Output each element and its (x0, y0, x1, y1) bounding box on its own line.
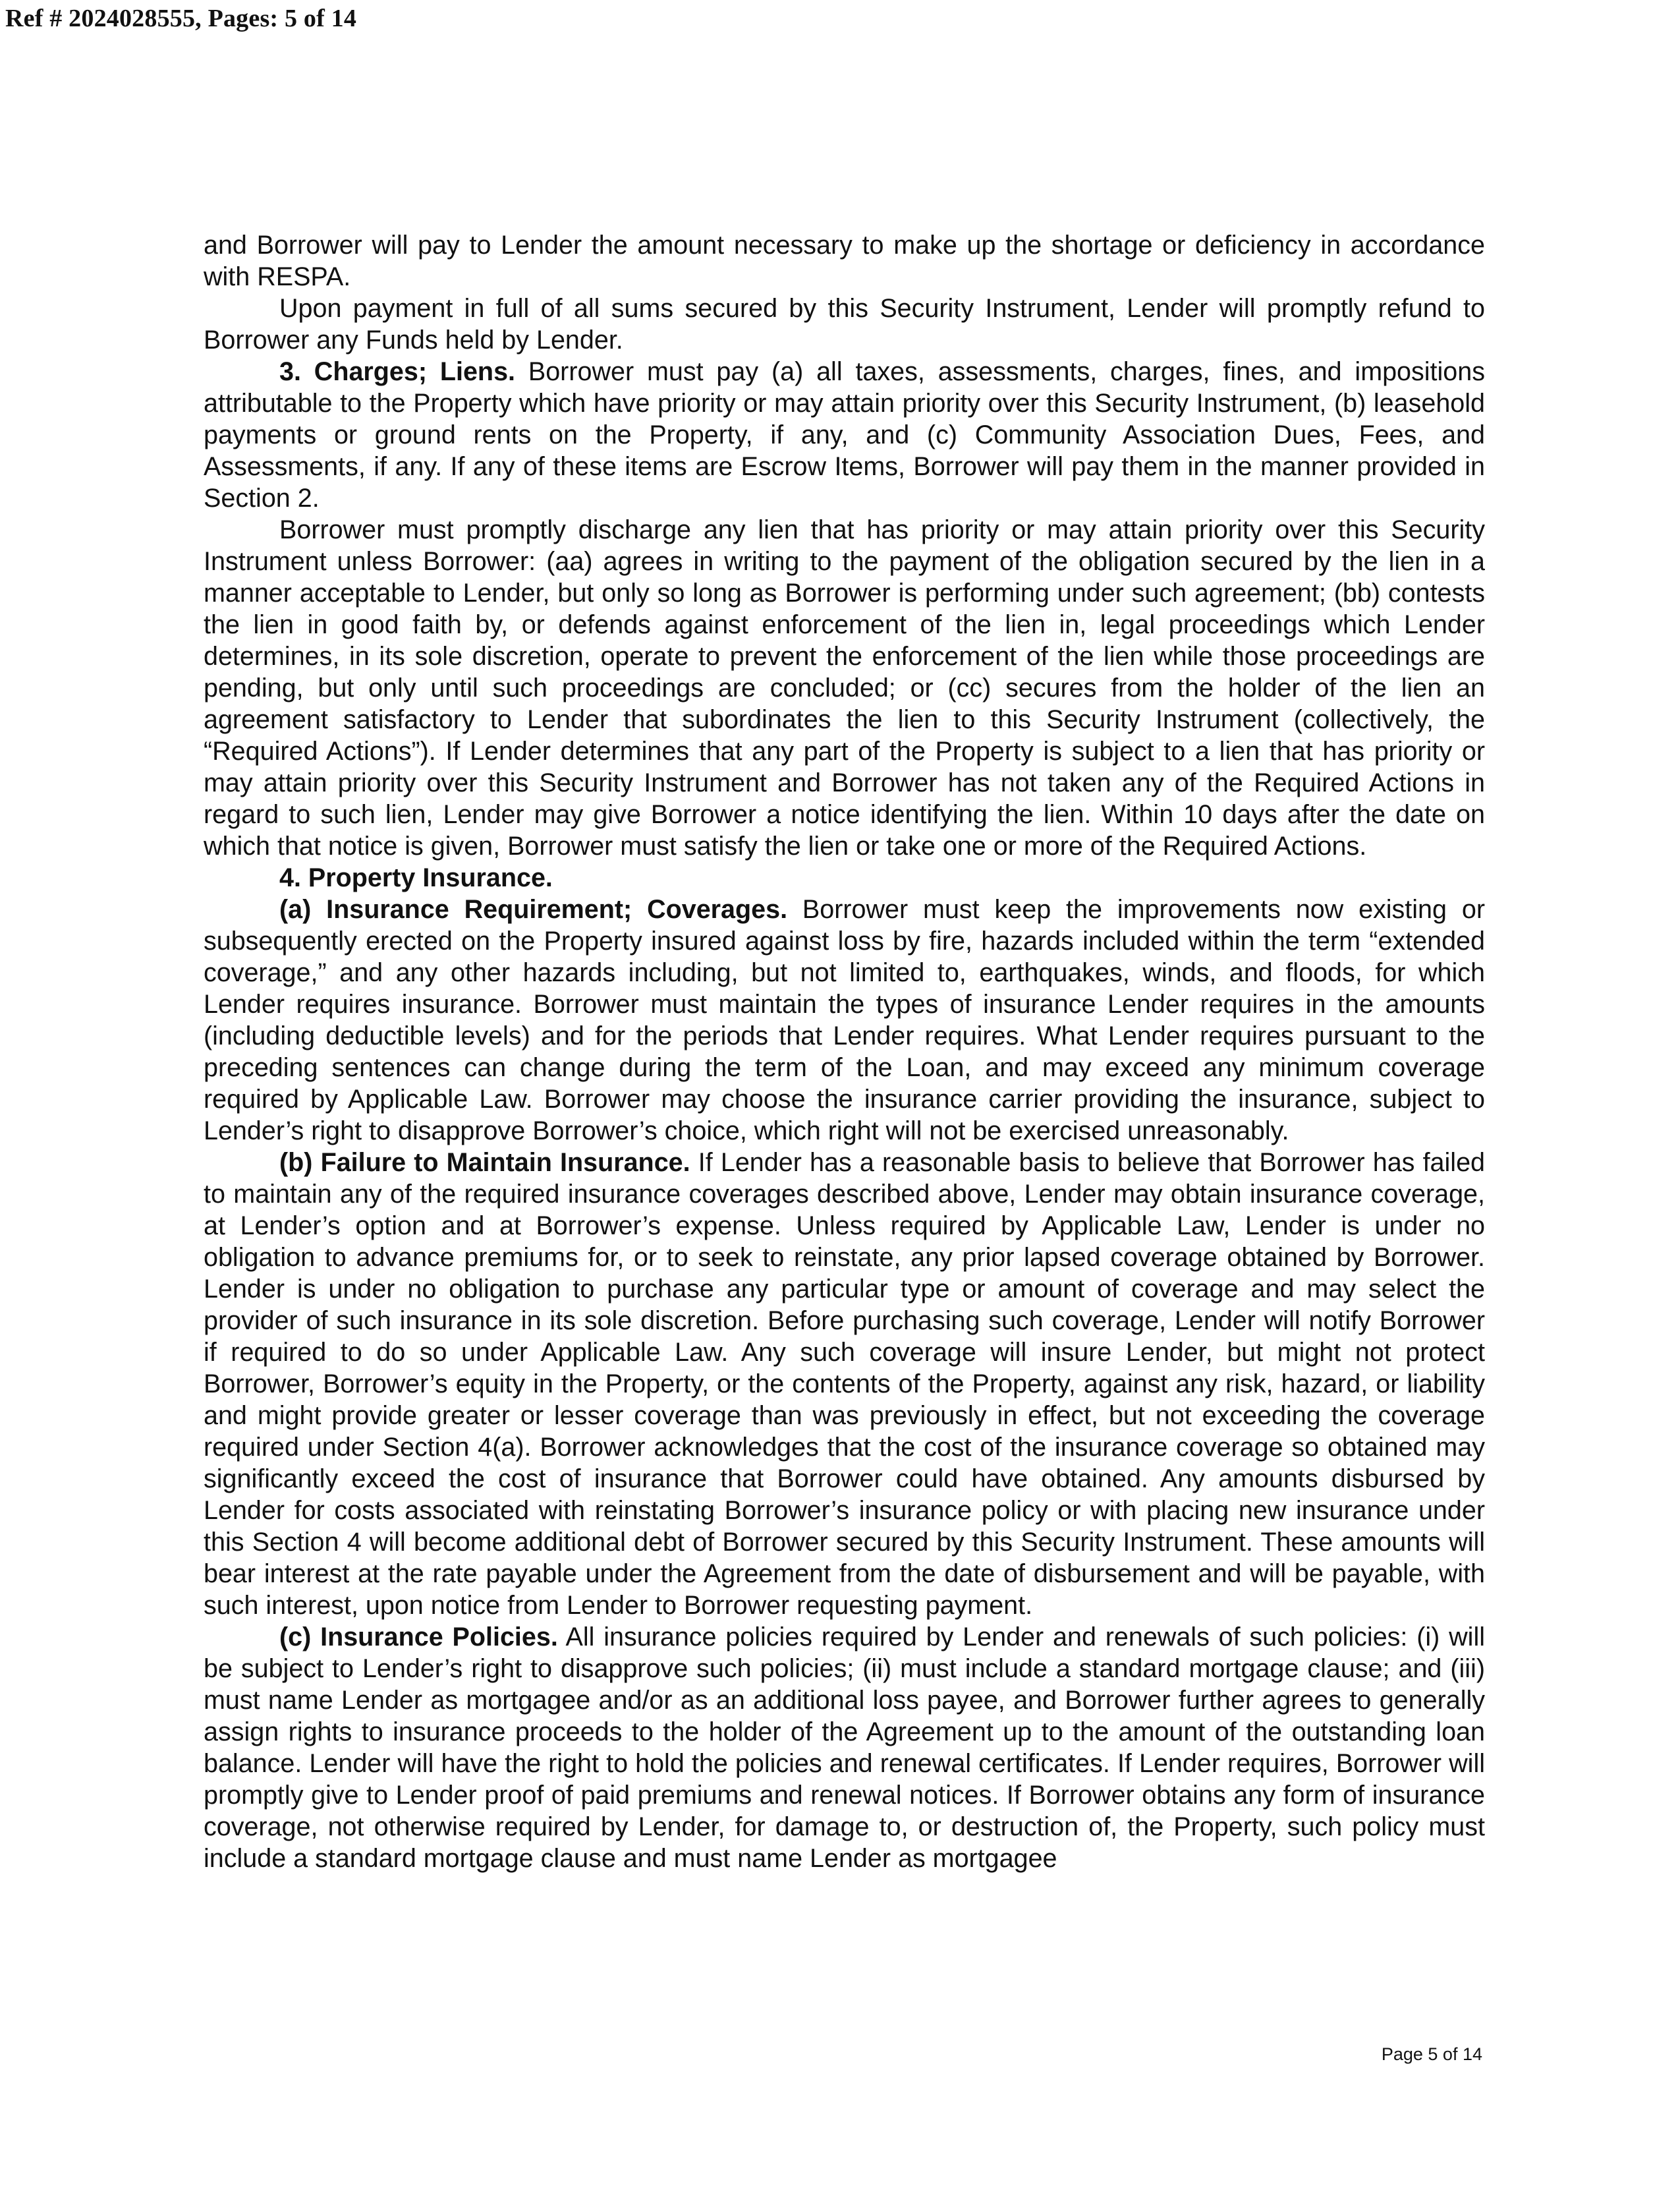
paragraph-text: All insurance policies required by Lender and renewals of such policies: (i) will be subject to Lender’s right to disapprove such policies; (ii) must include a standard mortgage clause; and (iii) must name Lender as mortgagee and/or as an additional loss payee, and Borrower further agrees to generally assign rights to insurance proceeds to the holder of the Agreement up to the amount of the outstanding loan balance. Lender will have the right to hold the policies and renewal certificates. If Lender requires, Borrower will promptly give to Lender proof of paid premiums and renewal notices. If Borrower obtains any form of insurance coverage, not otherwise required by Lender, for damage to, or destruction of, the Property, such policy must include a standard mortgage clause and must name Lender as mortgagee (204, 1622, 1485, 1873)
paragraph-text: and Borrower will pay to Lender the amount necessary to make up the shortage or deficiency in accordance with RESPA. (204, 231, 1485, 291)
document-reference-header: Ref # 2024028555, Pages: 5 of 14 (5, 5, 357, 32)
paragraph-text: Borrower must keep the improvements now existing or subsequently erected on the Property insured against loss by fire, hazards included within the term “extended coverage,” and any other hazards including, but not limited to, earthquakes, winds, and floods, for which Lender requires insurance. Borrower must maintain the types of insurance Lender requires in the amounts (including deductible levels) and for the periods that Lender requires. What Lender requires pursuant to the preceding sentences can change during the term of the Loan, and may exceed any minimum coverage required by Applicable Law. Borrower may choose the insurance carrier providing the insurance, subject to Lender’s right to disapprove Borrower’s choice, which right will not be exercised unreasonably. (204, 895, 1485, 1145)
paragraph-lien-discharge (204, 514, 1485, 862)
section-4c-insurance-policies (204, 1621, 1485, 1874)
section-4-property-insurance (204, 862, 1485, 894)
paragraph-continuation (204, 229, 1485, 293)
section-3-charges-liens (204, 356, 1485, 514)
paragraph-text: Upon payment in full of all sums secured by this Security Instrument, Lender will promptly refund to Borrower any Funds held by Lender. (204, 294, 1485, 355)
section-heading: (b) Failure to Maintain Insurance. (279, 1148, 690, 1177)
paragraph-refund (204, 293, 1485, 356)
section-heading: (a) Insurance Requirement; Coverages. (279, 895, 788, 924)
page-number-footer: Page 5 of 14 (1381, 2044, 1482, 2064)
paragraph-text: If Lender has a reasonable basis to believe that Borrower has failed to maintain any of the required insurance coverages described above, Lender may obtain insurance coverage, at Lender’s option and at Borrower’s expense. Unless required by Applicable Law, Lender is under no obligation to advance premiums for, or to seek to reinstate, any prior lapsed coverage obtained by Borrower. Lender is under no obligation to purchase any particular type or amount of coverage and may select the provider of such insurance in its sole discretion. Before purchasing such coverage, Lender will notify Borrower if required to do so under Applicable Law. Any such coverage will insure Lender, but might not protect Borrower, Borrower’s equity in the Property, or the contents of the Property, against any risk, hazard, or liability and might provide greater or lesser coverage than was previously in effect, but not exceeding the coverage required under Section 4(a). Borrower acknowledges that the cost of the insurance coverage so obtained may significantly exceed the cost of insurance that Borrower could have obtained. Any amounts disbursed by Lender for costs associated with reinstating Borrower’s insurance policy or with placing new insurance under this Section 4 will become additional debt of Borrower secured by this Security Instrument. These amounts will bear interest at the rate payable under the Agreement from the date of disbursement and will be payable, with such interest, upon notice from Lender to Borrower requesting payment. (204, 1148, 1486, 1620)
section-4a-insurance-requirement (204, 894, 1485, 1147)
section-heading: 3. Charges; Liens. (279, 357, 516, 386)
paragraph-text: Borrower must pay (a) all taxes, assessments, charges, fines, and impositions attributable to the Property which have priority or may attain priority over this Security Instrument, (b) leasehold payments or ground rents on the Property, if any, and (c) Community Association Dues, Fees, and Assessments, if any. If any of these items are Escrow Items, Borrower will pay them in the manner provided in Section 2. (204, 357, 1485, 513)
paragraph-text: Borrower must promptly discharge any lien that has priority or may attain priority over this Security Instrument unless Borrower: (aa) agrees in writing to the payment of the obligation secured by the lien in a manner acceptable to Lender, but only so long as Borrower is performing under such agreement; (bb) contests the lien in good faith by, or defends against enforcement of the lien in, legal proceedings which Lender determines, in its sole discretion, operate to prevent the enforcement of the lien while those proceedings are pending, but only until such proceedings are concluded; or (cc) secures from the holder of the lien an agreement satisfactory to Lender that subordinates the lien to this Security Instrument (collectively, the “Required Actions”). If Lender determines that any part of the Property is subject to a lien that has priority or may attain priority over this Security Instrument and Borrower has not taken any of the Required Actions in regard to such lien, Lender may give Borrower a notice identifying the lien. Within 10 days after the date on which that notice is given, Borrower must satisfy the lien or take one or more of the Required Actions. (204, 515, 1485, 861)
section-4b-failure-to-maintain (204, 1147, 1485, 1621)
document-body (204, 229, 1485, 1874)
section-heading: 4. Property Insurance. (279, 863, 553, 892)
section-heading: (c) Insurance Policies. (279, 1622, 558, 1651)
